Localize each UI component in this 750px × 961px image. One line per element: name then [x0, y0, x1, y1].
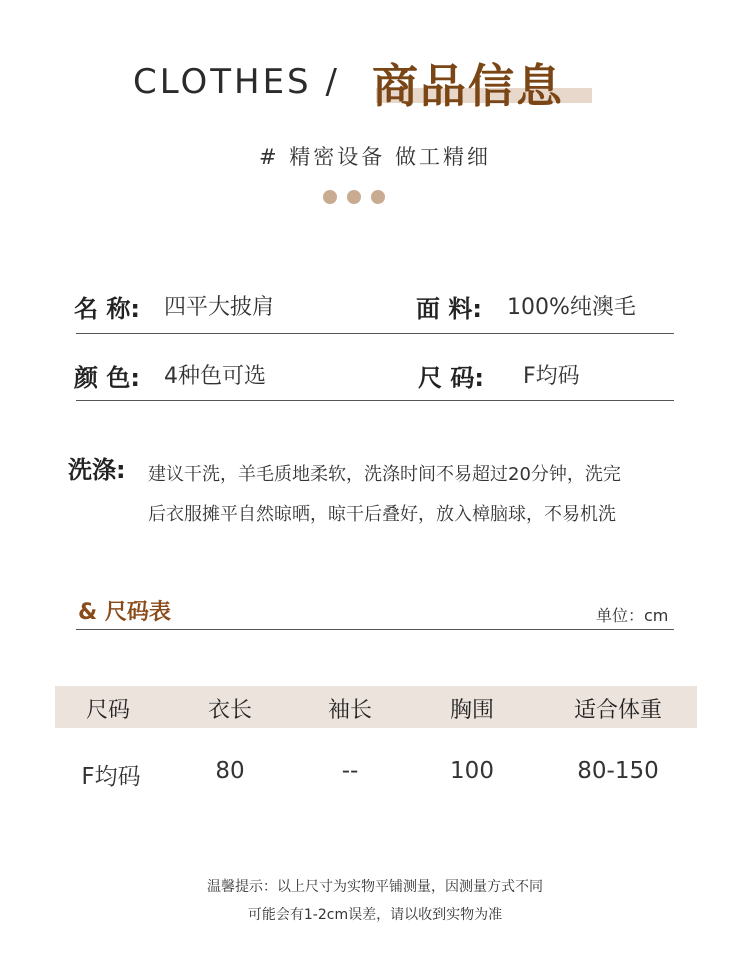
title-chinese: 商品信息	[372, 59, 564, 113]
size-label: 尺 码:	[418, 364, 484, 392]
note-line: 可能会有1-2cm误差，请以收到实物为准	[247, 907, 503, 923]
size-chart-title: & 尺码表	[78, 600, 171, 625]
note-line: 温馨提示：以上尺寸为实物平铺测量，因测量方式不同	[207, 879, 543, 895]
dot-icon	[371, 190, 385, 204]
table-cell: 100	[450, 758, 494, 784]
fabric-label: 面 料:	[416, 295, 482, 323]
table-header-cell: 胸围	[449, 698, 494, 723]
table-header-cell: 衣长	[207, 698, 252, 723]
name-label: 名 称:	[74, 295, 140, 323]
divider	[76, 629, 674, 630]
table-cell: 80-150	[577, 758, 659, 784]
table-cell: F均码	[81, 764, 141, 790]
care-text	[148, 455, 708, 535]
table-header-cell: 适合体重	[573, 698, 662, 723]
size-value: F均码	[523, 364, 580, 389]
table-cell: --	[341, 758, 359, 784]
fabric-value: 100%纯澳毛	[507, 295, 636, 320]
title-english: CLOTHES /	[133, 62, 340, 102]
size-chart-unit: 单位：cm	[596, 606, 669, 625]
decorative-dots	[323, 190, 385, 204]
subtitle: # 精密设备 做工精细	[259, 145, 491, 169]
table-header-cell: 尺码	[85, 698, 130, 723]
dot-icon	[347, 190, 361, 204]
color-value: 4种色可选	[164, 364, 266, 389]
care-line: 建议干洗，羊毛质地柔软，洗涤时间不易超过20分钟，洗完	[148, 464, 621, 485]
divider	[76, 333, 674, 334]
care-line: 后衣服摊平自然晾晒，晾干后叠好，放入樟脑球，不易机洗	[148, 504, 616, 525]
table-cell: 80	[215, 758, 245, 784]
table-header-cell: 袖长	[327, 698, 372, 723]
color-label: 颜 色:	[74, 364, 140, 392]
dot-icon	[323, 190, 337, 204]
divider	[76, 400, 674, 401]
name-value: 四平大披肩	[164, 295, 275, 320]
care-label: 洗涤:	[68, 456, 126, 484]
